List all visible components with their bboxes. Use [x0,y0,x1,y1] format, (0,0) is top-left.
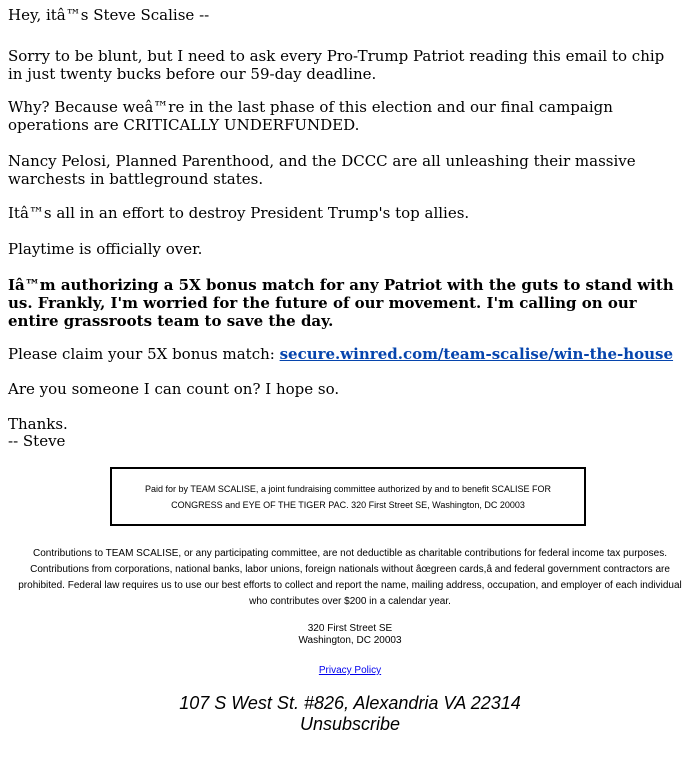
ask-paragraph: Sorry to be blunt, but I need to ask every Pro-Trump Patriot reading this email to chip in just twenty bucks before our 59-day deadline. [8,47,665,83]
privacy-policy-link[interactable]: Privacy Policy [318,665,382,676]
opponents-paragraph: Nancy Pelosi, Planned Parenthood, and the DCCC are all unleashing their massive warchests in battleground states. [8,152,636,188]
privacy-policy-row [10,663,690,679]
claim-prefix: Please claim your 5X bonus match: [8,345,280,363]
contributions-disclaimer: Contributions to TEAM SCALISE, or any participating committee, are not deductible as charitable contributions for federal income tax purposes. Contributions from corporations, national banks, labor unions, foreign nationals without âœgreen cards,â and federal government contractors are prohibited. Federal law requires us to use our best efforts to collect and report the name, mailing address, occupation, and employer of each individual who contributes over $200 in a calendar year. [18,548,682,607]
mailing-address: 107 S West St. #826, Alexandria VA 22314 [179,693,521,713]
claim-paragraph [8,345,692,363]
count-on-you-paragraph: Are you someone I can count on? I hope so. [8,380,340,398]
donation-link[interactable]: secure.winred.com/team-scalise/win-the-house [279,345,674,363]
paid-for-disclaimer-box [110,467,586,526]
effort-paragraph: Itâ™s all in an effort to destroy President Trump's top allies. [8,204,470,222]
paid-for-text: Paid for by TEAM SCALISE, a joint fundraising committee authorized by and to benefit SCALISE FOR CONGRESS and EYE OF THE TIGER PAC. 320 First Street SE, Washington, DC 20003 [144,483,552,510]
bonus-match-paragraph: Iâ™m authorizing a 5X bonus match for any Patriot with the guts to stand with us. Frankly, I'm worried for the future of our movement. I'm calling on our entire grassroots team to save the day. [8,276,674,330]
thanks-line: Thanks. [8,415,68,433]
playtime-paragraph: Playtime is officially over. [8,240,203,258]
address-line-2: Washington, DC 20003 [298,635,402,646]
signature-line: -- Steve [8,432,66,450]
why-paragraph: Why? Because weâ™re in the last phase of this election and our final campaign operations are CRITICALLY UNDERFUNDED. [8,98,613,134]
unsubscribe-link[interactable]: Unsubscribe [299,714,401,734]
greeting-line: Hey, itâ™s Steve Scalise -- [8,6,210,24]
address-line-1: 320 First Street SE [307,623,393,634]
